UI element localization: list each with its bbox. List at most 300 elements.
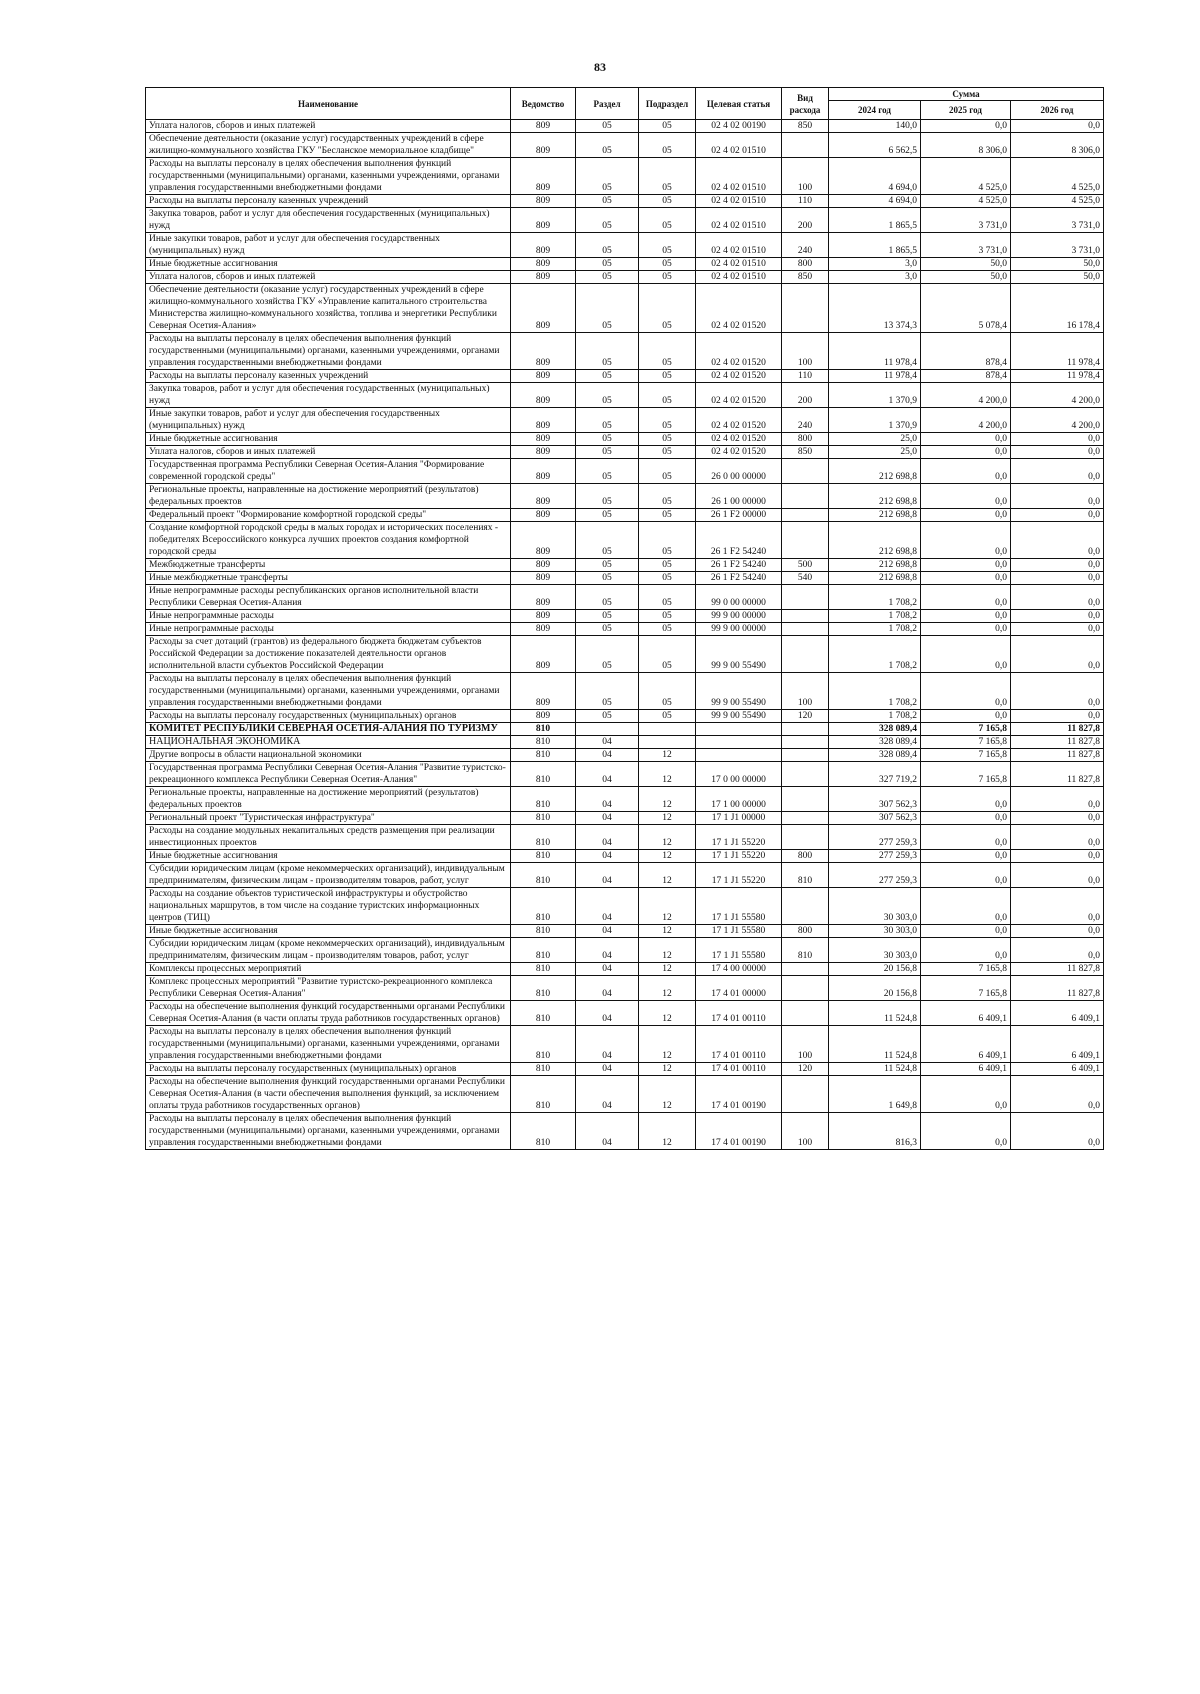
row-section: 05 xyxy=(576,233,639,258)
row-expense-type: 110 xyxy=(782,370,829,383)
row-amount-2024: 307 562,3 xyxy=(829,787,921,812)
row-expense-type: 240 xyxy=(782,408,829,433)
row-target-item: 02 4 02 01510 xyxy=(696,208,782,233)
table-row xyxy=(146,812,1104,825)
row-amount-2026: 0,0 xyxy=(1011,484,1104,509)
row-amount-2025: 0,0 xyxy=(921,673,1011,710)
row-subsection: 05 xyxy=(639,623,696,636)
row-name: Комплексы процессных мероприятий xyxy=(146,963,511,976)
row-amount-2025: 0,0 xyxy=(921,484,1011,509)
table-row xyxy=(146,484,1104,509)
row-target-item: 02 4 02 01520 xyxy=(696,446,782,459)
row-section: 04 xyxy=(576,1026,639,1063)
row-section: 04 xyxy=(576,1076,639,1113)
table-row xyxy=(146,559,1104,572)
row-department: 809 xyxy=(511,559,576,572)
row-amount-2024: 140,0 xyxy=(829,120,921,133)
row-amount-2024: 1 708,2 xyxy=(829,623,921,636)
row-expense-type: 200 xyxy=(782,383,829,408)
row-amount-2026: 0,0 xyxy=(1011,610,1104,623)
row-department: 809 xyxy=(511,271,576,284)
table-row xyxy=(146,585,1104,610)
row-amount-2026: 0,0 xyxy=(1011,585,1104,610)
row-amount-2025: 0,0 xyxy=(921,863,1011,888)
row-section: 05 xyxy=(576,433,639,446)
row-target-item: 17 1 J1 55580 xyxy=(696,925,782,938)
row-target-item: 02 4 02 01520 xyxy=(696,383,782,408)
row-subsection: 05 xyxy=(639,484,696,509)
row-section: 05 xyxy=(576,383,639,408)
row-amount-2024: 11 524,8 xyxy=(829,1026,921,1063)
row-section: 04 xyxy=(576,863,639,888)
row-target-item xyxy=(696,723,782,736)
row-target-item: 02 4 02 01510 xyxy=(696,195,782,208)
row-department: 809 xyxy=(511,208,576,233)
table-row xyxy=(146,863,1104,888)
row-amount-2024: 328 089,4 xyxy=(829,723,921,736)
table-row xyxy=(146,787,1104,812)
row-name: Расходы на создание модульных некапитальных средств размещения при реализации инвестиционных проектов xyxy=(146,825,511,850)
table-row xyxy=(146,233,1104,258)
table-row xyxy=(146,1113,1104,1150)
row-target-item: 02 4 02 01520 xyxy=(696,433,782,446)
row-amount-2025: 0,0 xyxy=(921,1076,1011,1113)
row-department: 810 xyxy=(511,1076,576,1113)
row-subsection: 05 xyxy=(639,408,696,433)
row-name: Расходы на обеспечение выполнения функций государственными органами Республики Северная Осетия-Алания (в части оплаты труда работников государственных органов) xyxy=(146,1001,511,1026)
row-department: 809 xyxy=(511,284,576,333)
row-name: Иные непрограммные расходы xyxy=(146,610,511,623)
row-department: 809 xyxy=(511,383,576,408)
row-amount-2025: 7 165,8 xyxy=(921,736,1011,749)
header-subsection: Подраздел xyxy=(639,88,696,120)
row-subsection: 05 xyxy=(639,258,696,271)
row-section: 04 xyxy=(576,925,639,938)
row-name: Иные бюджетные ассигнования xyxy=(146,433,511,446)
row-amount-2024: 30 303,0 xyxy=(829,938,921,963)
row-subsection: 05 xyxy=(639,208,696,233)
row-amount-2026: 0,0 xyxy=(1011,825,1104,850)
row-target-item: 26 1 F2 54240 xyxy=(696,572,782,585)
row-subsection: 05 xyxy=(639,333,696,370)
row-department: 809 xyxy=(511,433,576,446)
row-department: 810 xyxy=(511,1001,576,1026)
row-department: 809 xyxy=(511,484,576,509)
row-name: Межбюджетные трансферты xyxy=(146,559,511,572)
row-name: Региональный проект "Туристическая инфраструктура" xyxy=(146,812,511,825)
table-row xyxy=(146,195,1104,208)
row-expense-type xyxy=(782,963,829,976)
row-subsection: 05 xyxy=(639,120,696,133)
row-amount-2024: 212 698,8 xyxy=(829,572,921,585)
row-amount-2024: 25,0 xyxy=(829,446,921,459)
row-amount-2026: 11 827,8 xyxy=(1011,736,1104,749)
row-amount-2025: 0,0 xyxy=(921,925,1011,938)
row-subsection: 05 xyxy=(639,233,696,258)
row-amount-2025: 4 525,0 xyxy=(921,158,1011,195)
row-amount-2026: 0,0 xyxy=(1011,1076,1104,1113)
row-amount-2025: 8 306,0 xyxy=(921,133,1011,158)
row-amount-2024: 11 978,4 xyxy=(829,370,921,383)
table-row xyxy=(146,284,1104,333)
row-amount-2025: 0,0 xyxy=(921,636,1011,673)
row-target-item: 99 9 00 00000 xyxy=(696,610,782,623)
table-row xyxy=(146,1076,1104,1113)
row-section: 04 xyxy=(576,976,639,1001)
table-row xyxy=(146,736,1104,749)
row-target-item: 99 9 00 55490 xyxy=(696,636,782,673)
row-amount-2026: 4 200,0 xyxy=(1011,383,1104,408)
row-department: 809 xyxy=(511,522,576,559)
row-amount-2024: 11 524,8 xyxy=(829,1001,921,1026)
row-amount-2026: 0,0 xyxy=(1011,1113,1104,1150)
row-expense-type: 100 xyxy=(782,1113,829,1150)
table-row xyxy=(146,133,1104,158)
table-row xyxy=(146,710,1104,723)
row-department: 809 xyxy=(511,258,576,271)
row-amount-2025: 6 409,1 xyxy=(921,1026,1011,1063)
row-expense-type: 810 xyxy=(782,938,829,963)
row-amount-2025: 0,0 xyxy=(921,559,1011,572)
row-name: Расходы на выплаты персоналу в целях обеспечения выполнения функций государственными (муниципальными) органами, казенными учреждениями, органами управления государственными внебюджетными фондами xyxy=(146,673,511,710)
row-section: 05 xyxy=(576,208,639,233)
row-section: 05 xyxy=(576,509,639,522)
row-expense-type: 850 xyxy=(782,271,829,284)
row-name: Уплата налогов, сборов и иных платежей xyxy=(146,120,511,133)
row-amount-2026: 3 731,0 xyxy=(1011,208,1104,233)
row-target-item: 26 1 F2 00000 xyxy=(696,509,782,522)
row-subsection: 05 xyxy=(639,610,696,623)
row-amount-2024: 328 089,4 xyxy=(829,749,921,762)
row-section: 05 xyxy=(576,271,639,284)
row-expense-type xyxy=(782,825,829,850)
row-department: 810 xyxy=(511,925,576,938)
row-expense-type xyxy=(782,610,829,623)
row-target-item: 17 0 00 00000 xyxy=(696,762,782,787)
row-name: Региональные проекты, направленные на достижение мероприятий (результатов) федеральных проектов xyxy=(146,787,511,812)
row-amount-2025: 0,0 xyxy=(921,812,1011,825)
row-name: Расходы на выплаты персоналу в целях обеспечения выполнения функций государственными (муниципальными) органами, казенными учреждениями, органами управления государственными внебюджетными фондами xyxy=(146,1113,511,1150)
header-name: Наименование xyxy=(146,88,511,120)
row-expense-type: 800 xyxy=(782,433,829,446)
row-amount-2025: 0,0 xyxy=(921,509,1011,522)
table-row xyxy=(146,383,1104,408)
row-section: 05 xyxy=(576,446,639,459)
row-expense-type: 110 xyxy=(782,195,829,208)
row-name: Расходы на выплаты персоналу казенных учреждений xyxy=(146,195,511,208)
row-target-item: 17 1 J1 55220 xyxy=(696,850,782,863)
row-section: 04 xyxy=(576,787,639,812)
row-name: Федеральный проект "Формирование комфортной городской среды" xyxy=(146,509,511,522)
row-expense-type xyxy=(782,623,829,636)
row-department: 809 xyxy=(511,710,576,723)
row-department: 810 xyxy=(511,863,576,888)
row-amount-2025: 0,0 xyxy=(921,850,1011,863)
row-amount-2024: 327 719,2 xyxy=(829,762,921,787)
row-department: 810 xyxy=(511,888,576,925)
row-expense-type: 120 xyxy=(782,1063,829,1076)
row-amount-2024: 212 698,8 xyxy=(829,509,921,522)
row-name: Иные бюджетные ассигнования xyxy=(146,850,511,863)
row-name: Расходы на выплаты персоналу в целях обеспечения выполнения функций государственными (муниципальными) органами, казенными учреждениями, органами управления государственными внебюджетными фондами xyxy=(146,1026,511,1063)
row-section: 05 xyxy=(576,673,639,710)
row-amount-2026: 11 827,8 xyxy=(1011,749,1104,762)
row-amount-2025: 0,0 xyxy=(921,572,1011,585)
row-subsection: 05 xyxy=(639,459,696,484)
row-amount-2026: 4 525,0 xyxy=(1011,158,1104,195)
row-target-item: 17 4 01 00000 xyxy=(696,976,782,1001)
row-name: Расходы на выплаты персоналу государственных (муниципальных) органов xyxy=(146,1063,511,1076)
row-section: 04 xyxy=(576,850,639,863)
row-amount-2025: 7 165,8 xyxy=(921,749,1011,762)
row-amount-2026: 0,0 xyxy=(1011,787,1104,812)
row-amount-2024: 6 562,5 xyxy=(829,133,921,158)
row-amount-2024: 4 694,0 xyxy=(829,158,921,195)
table-body xyxy=(146,120,1104,1150)
row-amount-2025: 0,0 xyxy=(921,623,1011,636)
row-department: 810 xyxy=(511,825,576,850)
row-target-item: 99 0 00 00000 xyxy=(696,585,782,610)
row-subsection: 05 xyxy=(639,673,696,710)
row-amount-2025: 7 165,8 xyxy=(921,963,1011,976)
row-amount-2024: 277 259,3 xyxy=(829,863,921,888)
row-target-item: 99 9 00 55490 xyxy=(696,673,782,710)
row-department: 810 xyxy=(511,938,576,963)
row-expense-type: 850 xyxy=(782,446,829,459)
row-target-item: 17 1 J1 55220 xyxy=(696,825,782,850)
row-target-item xyxy=(696,736,782,749)
row-subsection: 12 xyxy=(639,976,696,1001)
row-amount-2026: 50,0 xyxy=(1011,271,1104,284)
row-department: 810 xyxy=(511,976,576,1001)
table-row xyxy=(146,208,1104,233)
row-section xyxy=(576,723,639,736)
header-expense-type: Вид расхода xyxy=(782,88,829,120)
row-department: 810 xyxy=(511,812,576,825)
row-amount-2026: 16 178,4 xyxy=(1011,284,1104,333)
row-section: 05 xyxy=(576,522,639,559)
table-row xyxy=(146,938,1104,963)
table-row xyxy=(146,723,1104,736)
row-expense-type: 100 xyxy=(782,333,829,370)
row-amount-2024: 1 370,9 xyxy=(829,408,921,433)
row-section: 05 xyxy=(576,408,639,433)
row-subsection: 12 xyxy=(639,938,696,963)
header-year-2024: 2024 год xyxy=(829,101,921,120)
row-amount-2026: 0,0 xyxy=(1011,559,1104,572)
row-subsection xyxy=(639,723,696,736)
row-subsection: 12 xyxy=(639,1001,696,1026)
row-target-item: 17 4 01 00110 xyxy=(696,1063,782,1076)
row-name: Обеспечение деятельности (оказание услуг) государственных учреждений в сфере жилищно-коммунального хозяйства ГКУ "Бесланское мемориальное кладбище" xyxy=(146,133,511,158)
row-department: 809 xyxy=(511,233,576,258)
row-subsection: 12 xyxy=(639,1113,696,1150)
row-subsection: 05 xyxy=(639,446,696,459)
row-section: 05 xyxy=(576,623,639,636)
table-row xyxy=(146,433,1104,446)
row-expense-type xyxy=(782,749,829,762)
row-section: 05 xyxy=(576,636,639,673)
row-amount-2025: 3 731,0 xyxy=(921,208,1011,233)
row-name: НАЦИОНАЛЬНАЯ ЭКОНОМИКА xyxy=(146,736,511,749)
row-amount-2025: 6 409,1 xyxy=(921,1063,1011,1076)
row-amount-2026: 0,0 xyxy=(1011,120,1104,133)
row-amount-2024: 816,3 xyxy=(829,1113,921,1150)
row-subsection: 12 xyxy=(639,963,696,976)
row-amount-2026: 0,0 xyxy=(1011,522,1104,559)
row-name: Создание комфортной городской среды в малых городах и исторических поселениях - победителях Всероссийского конкурса лучших проектов создания комфортной городской среды xyxy=(146,522,511,559)
row-department: 809 xyxy=(511,610,576,623)
row-amount-2025: 0,0 xyxy=(921,825,1011,850)
table-row xyxy=(146,1026,1104,1063)
row-subsection: 05 xyxy=(639,195,696,208)
row-department: 809 xyxy=(511,195,576,208)
table-row xyxy=(146,749,1104,762)
row-expense-type xyxy=(782,812,829,825)
row-amount-2025: 4 525,0 xyxy=(921,195,1011,208)
row-amount-2025: 0,0 xyxy=(921,522,1011,559)
row-subsection: 12 xyxy=(639,1026,696,1063)
row-name: Расходы на выплаты персоналу государственных (муниципальных) органов xyxy=(146,710,511,723)
header-target-item: Целевая статья xyxy=(696,88,782,120)
row-expense-type: 810 xyxy=(782,863,829,888)
row-expense-type: 100 xyxy=(782,1026,829,1063)
table-row xyxy=(146,258,1104,271)
row-department: 810 xyxy=(511,749,576,762)
row-department: 810 xyxy=(511,762,576,787)
row-amount-2026: 11 978,4 xyxy=(1011,370,1104,383)
table-row xyxy=(146,446,1104,459)
row-target-item: 17 1 J1 55220 xyxy=(696,863,782,888)
row-section: 04 xyxy=(576,825,639,850)
row-section: 05 xyxy=(576,133,639,158)
row-department: 810 xyxy=(511,787,576,812)
row-name: Государственная программа Республики Северная Осетия-Алания "Развитие туристско-рекреационного комплекса Республики Северная Осетия-Алания" xyxy=(146,762,511,787)
row-section: 05 xyxy=(576,370,639,383)
row-section: 04 xyxy=(576,888,639,925)
row-department: 809 xyxy=(511,370,576,383)
row-amount-2024: 328 089,4 xyxy=(829,736,921,749)
row-name: Иные непрограммные расходы xyxy=(146,623,511,636)
row-section: 04 xyxy=(576,1001,639,1026)
row-amount-2026: 11 827,8 xyxy=(1011,976,1104,1001)
row-subsection: 12 xyxy=(639,1076,696,1113)
row-section: 05 xyxy=(576,195,639,208)
row-target-item: 02 4 02 01510 xyxy=(696,233,782,258)
table-row xyxy=(146,459,1104,484)
row-name: Расходы на выплаты персоналу в целях обеспечения выполнения функций государственными (муниципальными) органами, казенными учреждениями, органами управления государственными внебюджетными фондами xyxy=(146,158,511,195)
row-subsection: 12 xyxy=(639,787,696,812)
row-amount-2026: 0,0 xyxy=(1011,673,1104,710)
table-row xyxy=(146,976,1104,1001)
row-department: 810 xyxy=(511,1063,576,1076)
header-year-2026: 2026 год xyxy=(1011,101,1104,120)
row-amount-2026: 3 731,0 xyxy=(1011,233,1104,258)
row-name: Уплата налогов, сборов и иных платежей xyxy=(146,446,511,459)
row-target-item: 26 1 F2 54240 xyxy=(696,559,782,572)
row-subsection: 12 xyxy=(639,762,696,787)
row-amount-2025: 0,0 xyxy=(921,710,1011,723)
row-department: 809 xyxy=(511,623,576,636)
row-name: КОМИТЕТ РЕСПУБЛИКИ СЕВЕРНАЯ ОСЕТИЯ-АЛАНИЯ ПО ТУРИЗМУ xyxy=(146,723,511,736)
row-amount-2024: 1 370,9 xyxy=(829,383,921,408)
row-amount-2026: 6 409,1 xyxy=(1011,1001,1104,1026)
row-expense-type xyxy=(782,1076,829,1113)
row-expense-type: 100 xyxy=(782,673,829,710)
row-amount-2025: 0,0 xyxy=(921,446,1011,459)
row-amount-2026: 8 306,0 xyxy=(1011,133,1104,158)
row-amount-2024: 3,0 xyxy=(829,271,921,284)
row-amount-2026: 0,0 xyxy=(1011,623,1104,636)
row-subsection: 05 xyxy=(639,522,696,559)
row-amount-2025: 0,0 xyxy=(921,459,1011,484)
row-department: 809 xyxy=(511,572,576,585)
row-section: 05 xyxy=(576,158,639,195)
row-subsection: 05 xyxy=(639,559,696,572)
row-amount-2025: 3 731,0 xyxy=(921,233,1011,258)
table-row xyxy=(146,271,1104,284)
row-name: Иные непрограммные расходы республиканских органов исполнительной власти Республики Северная Осетия-Алания xyxy=(146,585,511,610)
row-amount-2024: 20 156,8 xyxy=(829,963,921,976)
row-expense-type: 540 xyxy=(782,572,829,585)
row-target-item: 02 4 02 01510 xyxy=(696,271,782,284)
row-amount-2024: 11 524,8 xyxy=(829,1063,921,1076)
row-target-item: 02 4 02 01510 xyxy=(696,133,782,158)
row-expense-type xyxy=(782,133,829,158)
row-section: 04 xyxy=(576,736,639,749)
row-department: 810 xyxy=(511,1113,576,1150)
row-amount-2026: 4 200,0 xyxy=(1011,408,1104,433)
row-section: 05 xyxy=(576,585,639,610)
row-name: Субсидии юридическим лицам (кроме некоммерческих организаций), индивидуальным предпринимателям, физическим лицам - производителям товаров, работ, услуг xyxy=(146,863,511,888)
row-expense-type: 800 xyxy=(782,850,829,863)
row-name: Расходы на выплаты персоналу в целях обеспечения выполнения функций государственными (муниципальными) органами, казенными учреждениями, органами управления государственными внебюджетными фондами xyxy=(146,333,511,370)
row-name: Расходы на выплаты персоналу казенных учреждений xyxy=(146,370,511,383)
row-amount-2024: 30 303,0 xyxy=(829,888,921,925)
row-amount-2024: 1 708,2 xyxy=(829,610,921,623)
row-amount-2024: 1 708,2 xyxy=(829,636,921,673)
row-amount-2026: 11 827,8 xyxy=(1011,723,1104,736)
row-section: 05 xyxy=(576,484,639,509)
row-amount-2025: 0,0 xyxy=(921,938,1011,963)
table-row xyxy=(146,120,1104,133)
row-expense-type xyxy=(782,723,829,736)
row-amount-2026: 0,0 xyxy=(1011,938,1104,963)
row-subsection: 05 xyxy=(639,433,696,446)
row-expense-type xyxy=(782,284,829,333)
row-expense-type xyxy=(782,1001,829,1026)
row-amount-2024: 4 694,0 xyxy=(829,195,921,208)
row-amount-2026: 11 827,8 xyxy=(1011,963,1104,976)
row-section: 04 xyxy=(576,749,639,762)
row-amount-2024: 13 374,3 xyxy=(829,284,921,333)
row-department: 809 xyxy=(511,585,576,610)
row-subsection: 05 xyxy=(639,572,696,585)
row-name: Другие вопросы в области национальной экономики xyxy=(146,749,511,762)
row-name: Закупка товаров, работ и услуг для обеспечения государственных (муниципальных) нужд xyxy=(146,208,511,233)
row-amount-2025: 7 165,8 xyxy=(921,976,1011,1001)
row-target-item: 99 9 00 00000 xyxy=(696,623,782,636)
table-row xyxy=(146,572,1104,585)
row-target-item: 02 4 02 01520 xyxy=(696,370,782,383)
row-subsection: 12 xyxy=(639,812,696,825)
row-department: 809 xyxy=(511,333,576,370)
row-department: 809 xyxy=(511,446,576,459)
row-amount-2025: 0,0 xyxy=(921,787,1011,812)
row-target-item: 02 4 02 01510 xyxy=(696,258,782,271)
row-section: 04 xyxy=(576,938,639,963)
row-section: 04 xyxy=(576,1113,639,1150)
